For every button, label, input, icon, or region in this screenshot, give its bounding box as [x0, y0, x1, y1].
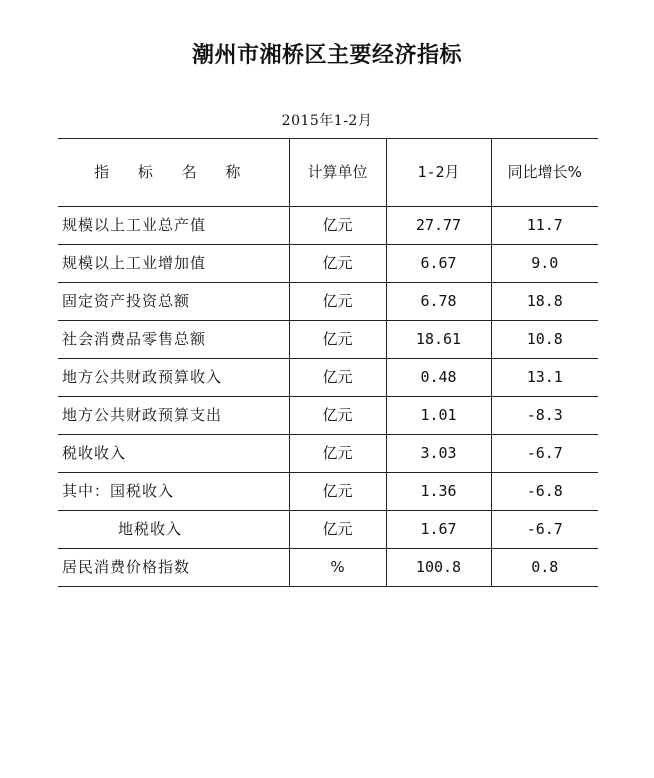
indicator-unit: 亿元 [289, 473, 386, 511]
indicator-name: 社会消费品零售总额 [58, 321, 289, 359]
indicator-yoy: 13.1 [491, 359, 598, 397]
indicator-name: 税收收入 [58, 435, 289, 473]
indicator-yoy: -6.7 [491, 435, 598, 473]
indicator-name: 规模以上工业增加值 [58, 245, 289, 283]
indicator-yoy: -8.3 [491, 397, 598, 435]
indicator-unit: 亿元 [289, 245, 386, 283]
header-yoy-growth: 同比增长% [491, 139, 598, 207]
table-row [58, 511, 598, 549]
indicator-yoy: -6.7 [491, 511, 598, 549]
indicator-value: 6.78 [386, 283, 491, 321]
indicator-yoy: 0.8 [491, 549, 598, 587]
indicator-value: 1.36 [386, 473, 491, 511]
indicator-unit: 亿元 [289, 207, 386, 245]
indicator-name: 地方公共财政预算收入 [58, 359, 289, 397]
table-row [58, 207, 598, 245]
indicator-unit: 亿元 [289, 283, 386, 321]
indicator-unit: 亿元 [289, 397, 386, 435]
table-row [58, 435, 598, 473]
table-header-row [58, 139, 598, 207]
indicator-yoy: 18.8 [491, 283, 598, 321]
indicator-value: 1.67 [386, 511, 491, 549]
indicator-name: 规模以上工业总产值 [58, 207, 289, 245]
table-row [58, 359, 598, 397]
indicator-yoy: 9.0 [491, 245, 598, 283]
indicator-unit: 亿元 [289, 359, 386, 397]
indicator-yoy: 10.8 [491, 321, 598, 359]
indicator-value: 6.67 [386, 245, 491, 283]
header-indicator-name: 指 标 名 称 [58, 139, 289, 207]
table-row [58, 283, 598, 321]
indicator-yoy: -6.8 [491, 473, 598, 511]
indicator-name: 居民消费价格指数 [58, 549, 289, 587]
table-row [58, 321, 598, 359]
table-row [58, 397, 598, 435]
indicator-name: 地方公共财政预算支出 [58, 397, 289, 435]
indicator-unit: 亿元 [289, 321, 386, 359]
indicator-name: 其中：国税收入 [58, 473, 289, 511]
table-row [58, 245, 598, 283]
page-title: 潮州市湘桥区主要经济指标 [191, 43, 462, 68]
header-value: 1-2月 [386, 139, 491, 207]
indicator-unit: 亿元 [289, 511, 386, 549]
indicators-table [58, 138, 598, 587]
indicator-unit: % [289, 549, 386, 587]
indicator-value: 27.77 [386, 207, 491, 245]
report-period: 2015年1-2月 [281, 113, 373, 129]
indicator-value: 3.03 [386, 435, 491, 473]
indicator-yoy: 11.7 [491, 207, 598, 245]
indicator-name: 地税收入 [58, 511, 289, 549]
indicator-value: 0.48 [386, 359, 491, 397]
table-row [58, 549, 598, 587]
indicator-unit: 亿元 [289, 435, 386, 473]
header-unit: 计算单位 [289, 139, 386, 207]
table-row [58, 473, 598, 511]
indicator-value: 18.61 [386, 321, 491, 359]
indicator-value: 1.01 [386, 397, 491, 435]
indicator-value: 100.8 [386, 549, 491, 587]
indicator-name: 固定资产投资总额 [58, 283, 289, 321]
